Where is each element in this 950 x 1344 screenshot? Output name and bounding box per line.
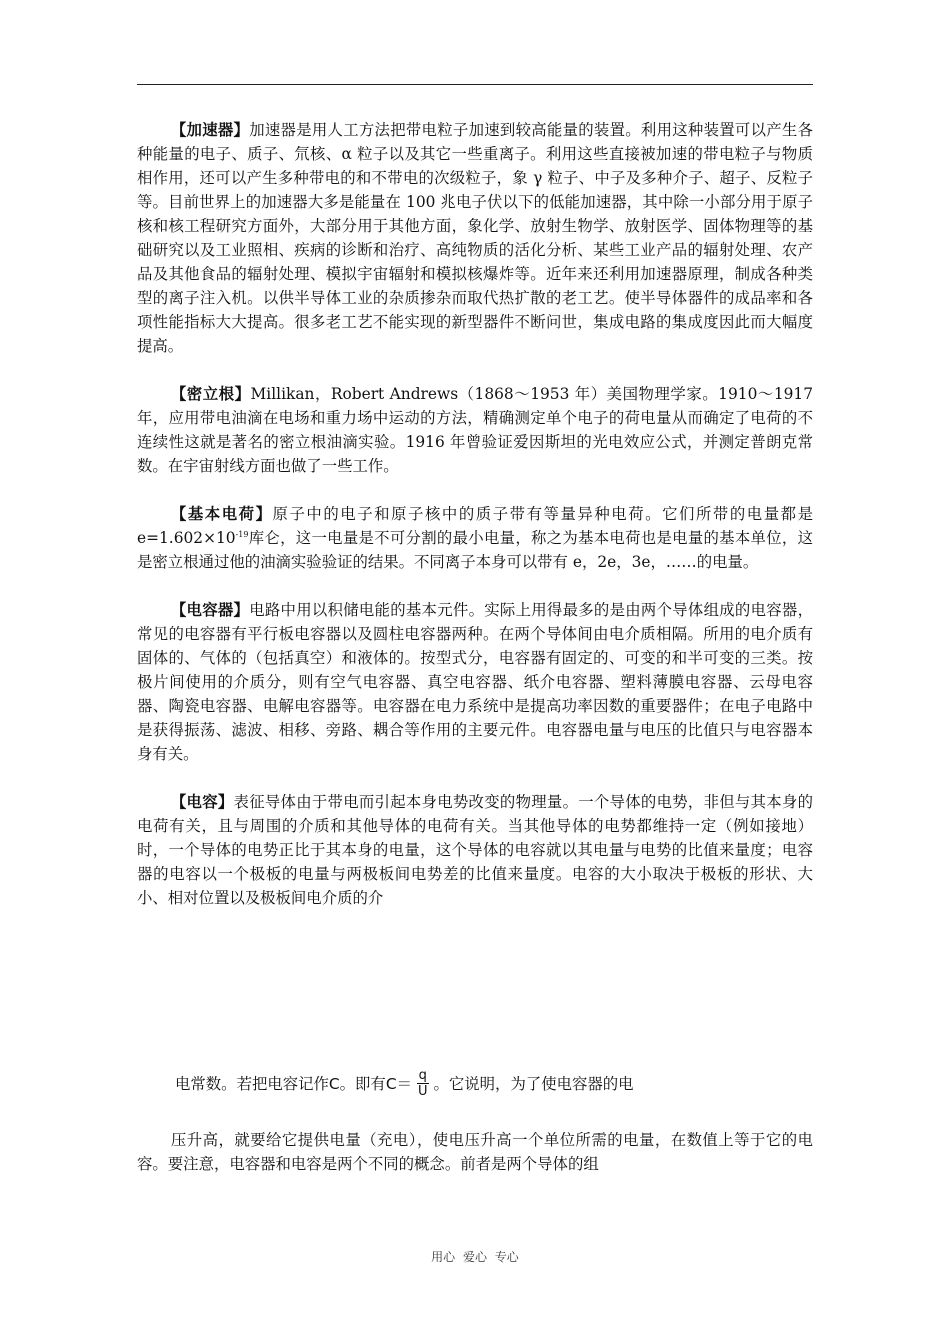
formula-text-after: 。它说明，为了使电容器的电 xyxy=(433,1075,634,1093)
paragraph-elementary-charge xyxy=(137,502,813,574)
exponent: -19 xyxy=(235,530,249,539)
document-body xyxy=(137,118,813,910)
paragraph-text: 原子中的电子和原子核中的质子带有等量异种电荷。它们所带的电量都是 e=1.602×10 xyxy=(137,505,813,547)
paragraph-text: 库仑，这一电量是不可分割的最小电量，称之为基本电荷也是电量的基本单位，这是密立根通过他的油滴实验验证的结果。不同离子本身可以带有 e，2e，3e，……的电量。 xyxy=(137,529,813,571)
paragraph-capacitance xyxy=(137,790,813,910)
fraction-numerator: q xyxy=(418,1067,427,1083)
term-heading: 【密立根】 xyxy=(170,385,251,403)
paragraph-accelerator xyxy=(137,118,813,358)
paragraph-text: Millikan，Robert Andrews（1868～1953 年）美国物理学家。1910～1917 年，应用带电油滴在电场和重力场中运动的方法，精确测定单个电子的荷电量从而确定了电荷的不连续性这就是著名的密立根油滴实验。1916 年曾验证爱因斯坦的光电效应公式，并测定普朗克常数。在宇宙射线方面也做了一些工作。 xyxy=(137,385,813,475)
formula-line xyxy=(175,1063,634,1103)
paragraph-capacitor xyxy=(137,598,813,766)
term-heading: 【基本电荷】 xyxy=(170,505,273,523)
paragraph-millikan xyxy=(137,382,813,478)
term-heading: 【电容器】 xyxy=(170,601,250,619)
paragraph-continuation: 压升高，就要给它提供电量（充电），使电压升高一个单位所需的电量，在数值上等于它的电容。要注意，电容器和电容是两个不同的概念。前者是两个导体的组 xyxy=(137,1131,813,1173)
paragraph-text: 表征导体由于带电而引起本身电势改变的物理量。一个导体的电势，非但与其本身的电荷有关，且与周围的介质和其他导体的电荷有关。当其他导体的电势都维持一定（例如接地）时，一个导体的电势正比于其本身的电量，这个导体的电容就以其电量与电势的比值来量度；电容器的电容以一个极板的电量与两极板间电势差的比值来量度。电容的大小取决于极板的形状、大小、相对位置以及极板间电介质的介 xyxy=(137,793,813,907)
header-rule xyxy=(137,84,813,85)
paragraph-text: 电路中用以积储电能的基本元件。实际上用得最多的是由两个导体组成的电容器，常见的电容器有平行板电容器以及圆柱电容器两种。在两个导体间由电介质相隔。所用的电介质有固体的、气体的（包括真空）和液体的。按型式分，电容器有固定的、可变的和半可变的三类。按极片间使用的介质分，则有空气电容器、真空电容器、纸介电容器、塑料薄膜电容器、云母电容器、陶瓷电容器、电解电容器等。电容器在电力系统中是提高功率因数的重要器件；在电子电路中是获得振荡、滤波、相移、旁路、耦合等作用的主要元件。电容器电量与电压的比值只与电容器本身有关。 xyxy=(137,601,813,763)
paragraph-text: 加速器是用人工方法把带电粒子加速到较高能量的装置。利用这种装置可以产生各种能量的电子、质子、氘核、α 粒子以及其它一些重离子。利用这些直接被加速的带电粒子与物质相作用，还可以产生多种带电的和不带电的次级粒子，象 γ 粒子、中子及多种介子、超子、反粒子等。目前世界上的加速器大多是能量在 100 兆电子伏以下的低能加速器，其中除一小部分用于原子核和核工程研究方面外，大部分用于其他方面，象化学、放射生物学、放射医学、固体物理等的基础研究以及工业照相、疾病的诊断和治疗、高纯物质的活化分析、某些工业产品的辐射处理、农产品及其他食品的辐射处理、模拟宇宙辐射和模拟核爆炸等。近年来还利用加速器原理，制成各种类型的离子注入机。以供半导体工业的杂质掺杂而取代热扩散的老工艺。使半导体器件的成品率和各项性能指标大大提高。很多老工艺不能实现的新型器件不断问世，集成电路的集成度因此而大幅度提高。 xyxy=(137,121,813,355)
capacitance-fraction xyxy=(416,1068,430,1099)
continuation-block xyxy=(137,1128,813,1176)
term-heading: 【加速器】 xyxy=(170,121,250,139)
formula-text-before: 电常数。若把电容记作C。即有C＝ xyxy=(175,1075,412,1093)
fraction-denominator: U xyxy=(417,1083,428,1099)
term-heading: 【电容】 xyxy=(170,793,234,811)
page-footer: 用心 爱心 专心 xyxy=(431,1250,519,1264)
